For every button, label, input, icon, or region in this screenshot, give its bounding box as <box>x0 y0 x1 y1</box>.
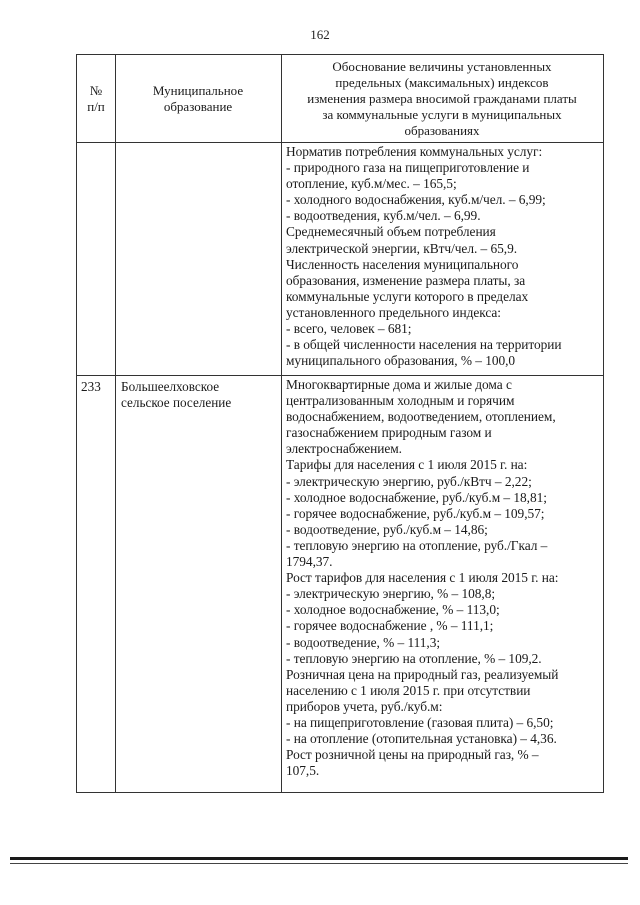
row-divider <box>77 142 603 143</box>
header-municipality: Муниципальное образование <box>152 82 244 114</box>
row-justification-text: Норматив потребления коммунальных услуг: - природного газа на пищеприготовление и отопление, куб.м/мес. – 165,5; - холодного водоснабжения, куб.м/чел. – 6,99; - водоотведения, куб.м/чел. – 6,99. Среднемесячный объем потребления электрической энергии, кВтч/чел. – 65,9. Численность населения муниципального образования, изменение размера платы, за коммунальные услуги которого в пределах установленного предельного индекса: - всего, человек – 681; - в общей численности населения на территории муниципального образования, % – 100,0 <box>286 144 562 369</box>
header-justification: Обоснование величины установленных предельных (максимальных) индексов изменения размера вносимой гражданами платы за коммунальные услуги в муниципальных образованиях <box>307 58 577 138</box>
footer-rule <box>10 857 628 860</box>
row-justification-text: Многоквартирные дома и жилые дома с централизованным холодным и горячим водоснабжением, водоотведением, отоплением, газоснабжением природным газом и электроснабжением. Тарифы для населения с 1 июля 2015 г. на: - электрическую энергию, руб./кВтч – 2,22; - холодное водоснабжение, руб./куб.м – 18,81; - горячее водоснабжение, руб./куб.м – 109,57; - водоотведение, руб./куб.м – 14,86; - тепловую энергию на отопление, руб./Гкал – 1794,37. Рост тарифов для населения с 1 июля 2015 г. на: - электрическую энергию, % – 108,8; - холодное водоснабжение, % – 113,0; - горячее водоснабжение , % – 111,1; - водоотведение, % – 111,3; - тепловую энергию на отопление, % – 109,2. Розничная цена на природный газ, реализуемый населению с 1 июля 2015 г. при отсутствии приборов учета, руб./куб.м: - на пищеприготовление (газовая плита) – 6,50; - на отопление (отопительная установка) – 4,36. Рост розничной цены на природный газ, % – 107,5. <box>286 377 559 779</box>
row-municipality: Большеелховское сельское поселение <box>121 379 232 410</box>
column-divider <box>281 55 282 792</box>
row-divider <box>77 375 603 376</box>
page-number: 162 <box>310 27 330 42</box>
column-divider <box>115 55 116 792</box>
footer-rule-thin <box>10 863 628 864</box>
data-table <box>76 54 604 793</box>
row-number: 233 <box>81 379 101 394</box>
header-number: № п/п <box>87 82 105 114</box>
